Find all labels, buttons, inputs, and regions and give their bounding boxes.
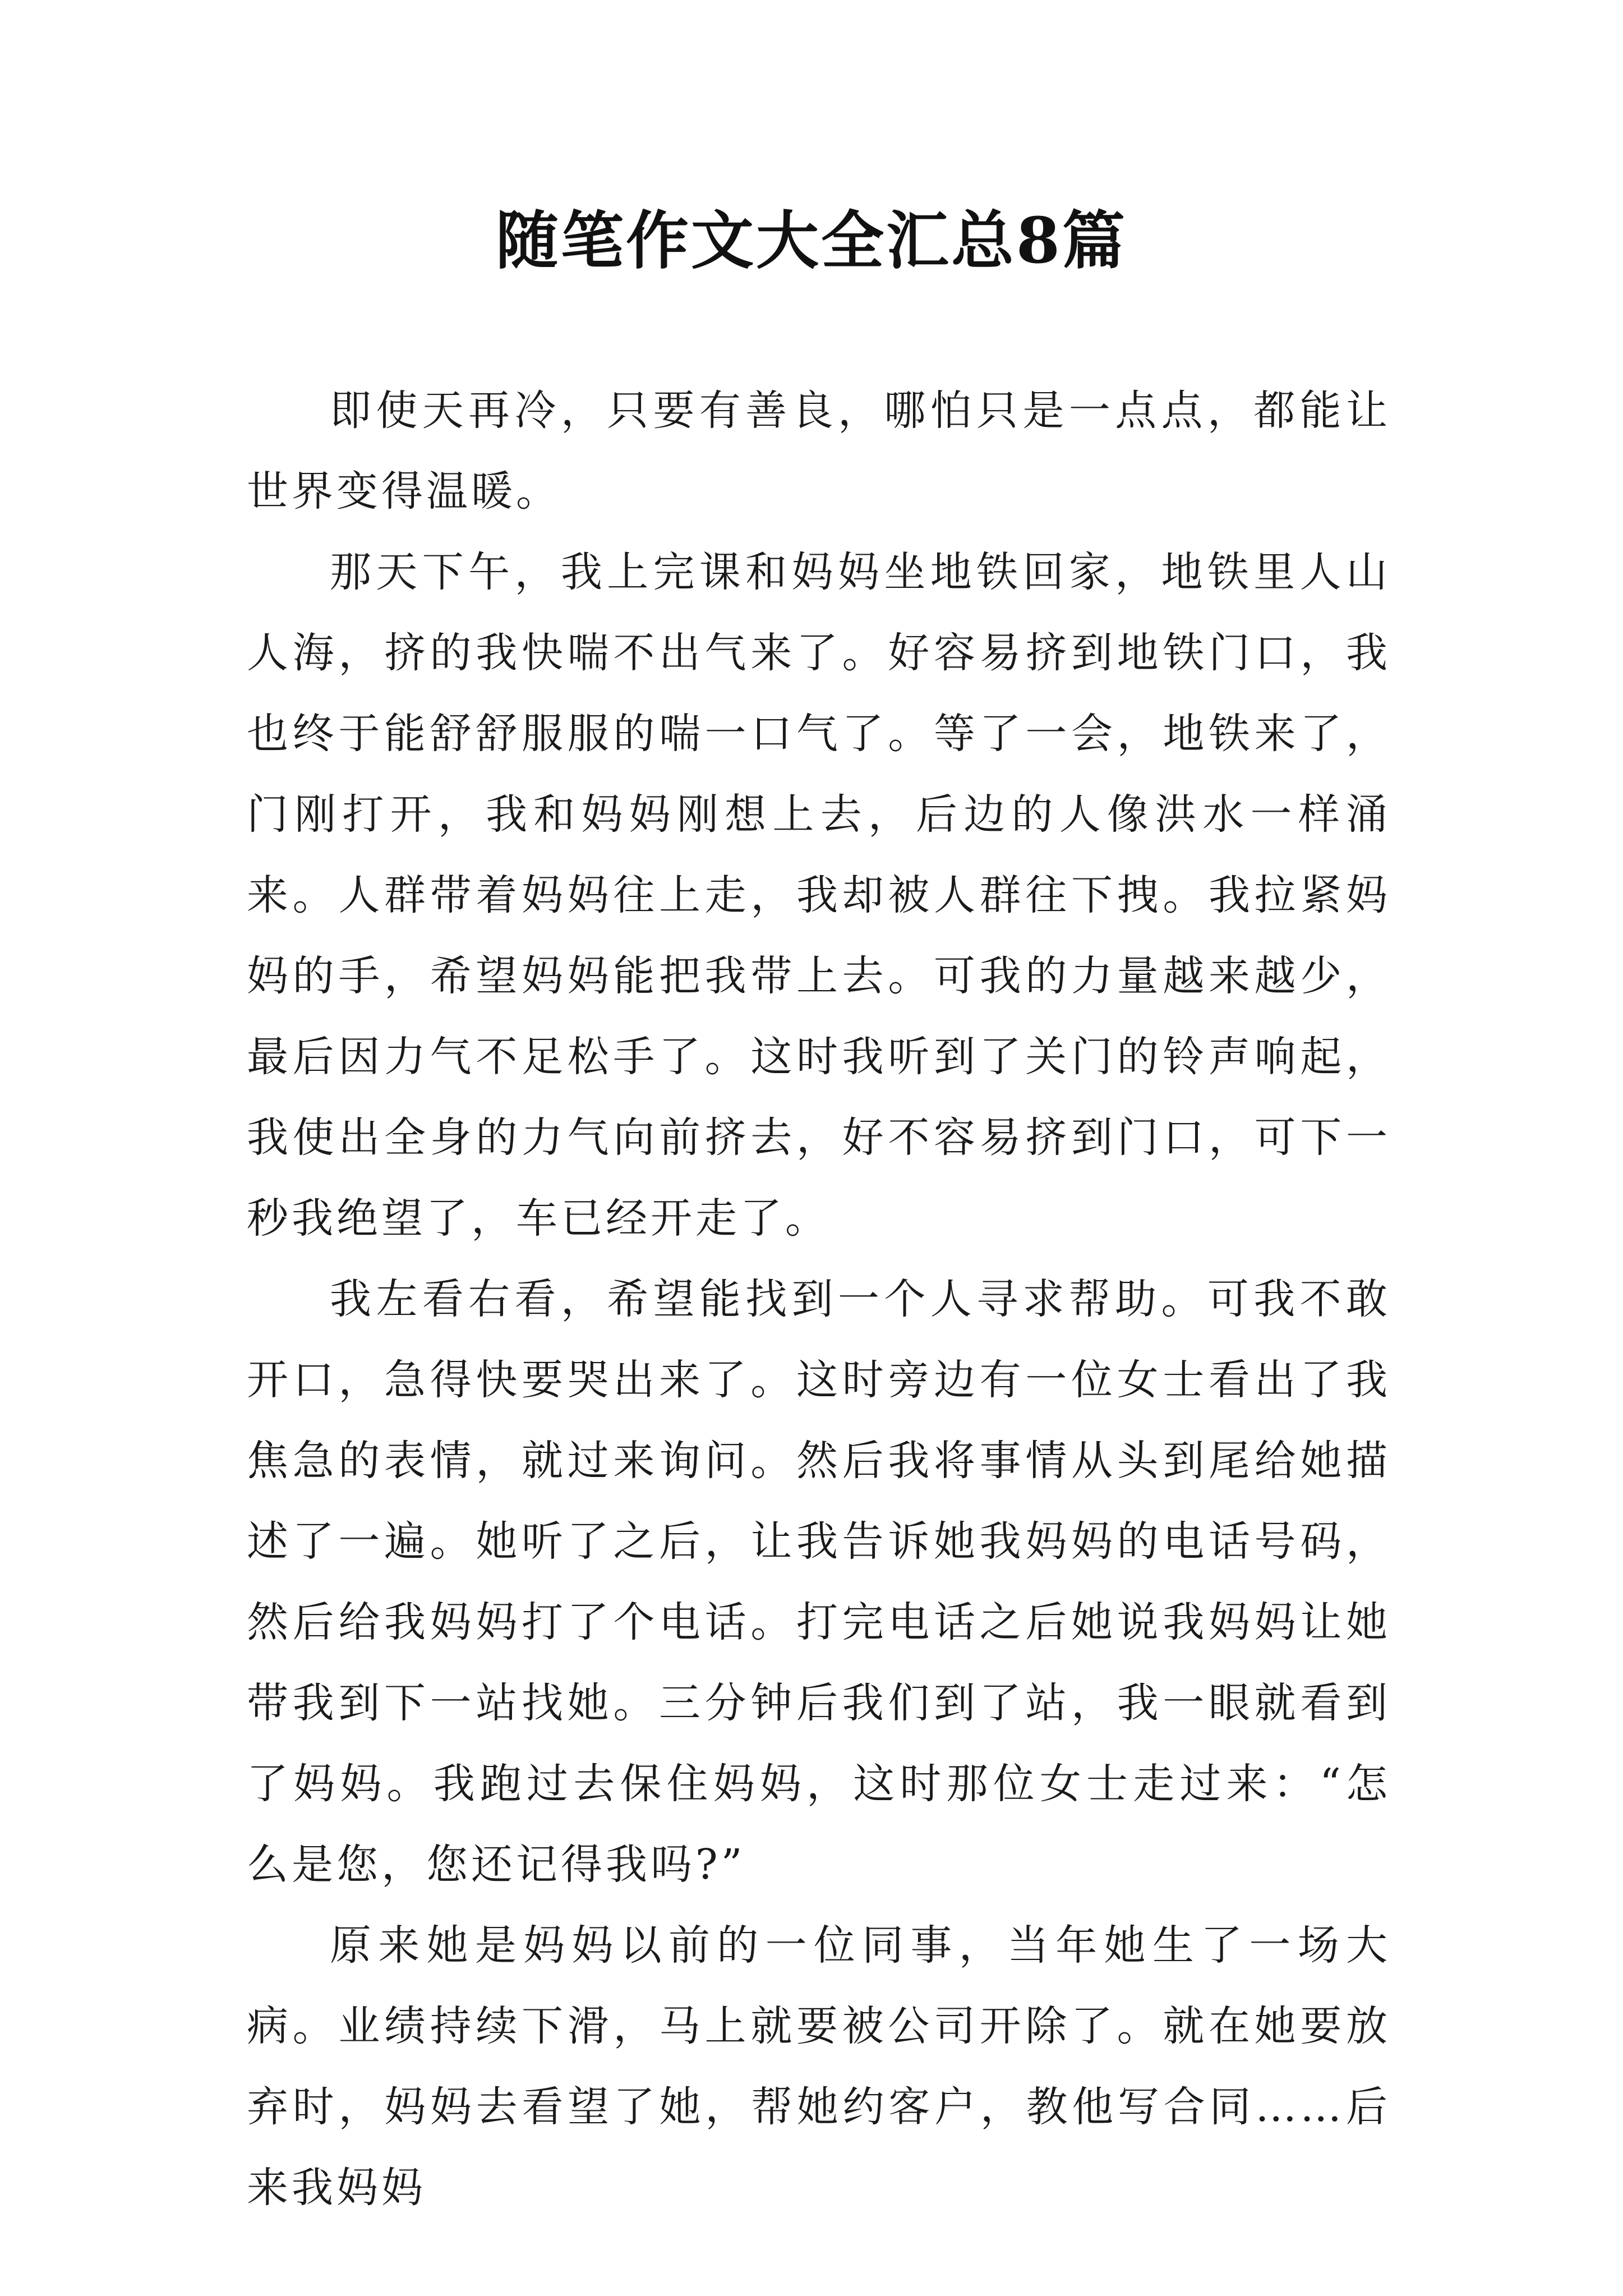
document-body xyxy=(247,370,1391,2228)
paragraph-1: 即使天再冷，只要有善良，哪怕只是一点点，都能让世界变得温暖。 xyxy=(247,386,1391,516)
paragraph-2: 那天下午，我上完课和妈妈坐地铁回家，地铁里人山人海，挤的我快喘不出气来了。好容易挤到地铁门口，我也终于能舒舒服服的喘一口气了。等了一会，地铁来了，门刚打开，我和妈妈刚想上去，后边的人像洪水一样涌来。人群带着妈妈往上走，我却被人群往下拽。我拉紧妈妈的手，希望妈妈能把我带上去。可我的力量越来越少，最后因力气不足松手了。这时我听到了关门的铃声响起，我使出全身的力气向前挤去，好不容易挤到门口，可下一秒我绝望了，车已经开走了。 xyxy=(247,548,1391,1243)
paragraph-3: 我左看右看，希望能找到一个人寻求帮助。可我不敢开口，急得快要哭出来了。这时旁边有一位女士看出了我焦急的表情，就过来询问。然后我将事情从头到尾给她描述了一遍。她听了之后，让我告诉她我妈妈的电话号码，然后给我妈妈打了个电话。打完电话之后她说我妈妈让她带我到下一站找她。三分钟后我们到了站，我一眼就看到了妈妈。我跑过去保住妈妈，这时那位女士走过来：“怎么是您，您还记得我吗?” xyxy=(247,1275,1391,1889)
document-title: 随笔作文大全汇总8篇 xyxy=(496,204,1127,278)
paragraph-4: 原来她是妈妈以前的一位同事，当年她生了一场大病。业绩持续下滑，马上就要被公司开除了。就在她要放弃时，妈妈去看望了她，帮她约客户，教他写合同……后来我妈妈 xyxy=(247,1921,1391,2212)
